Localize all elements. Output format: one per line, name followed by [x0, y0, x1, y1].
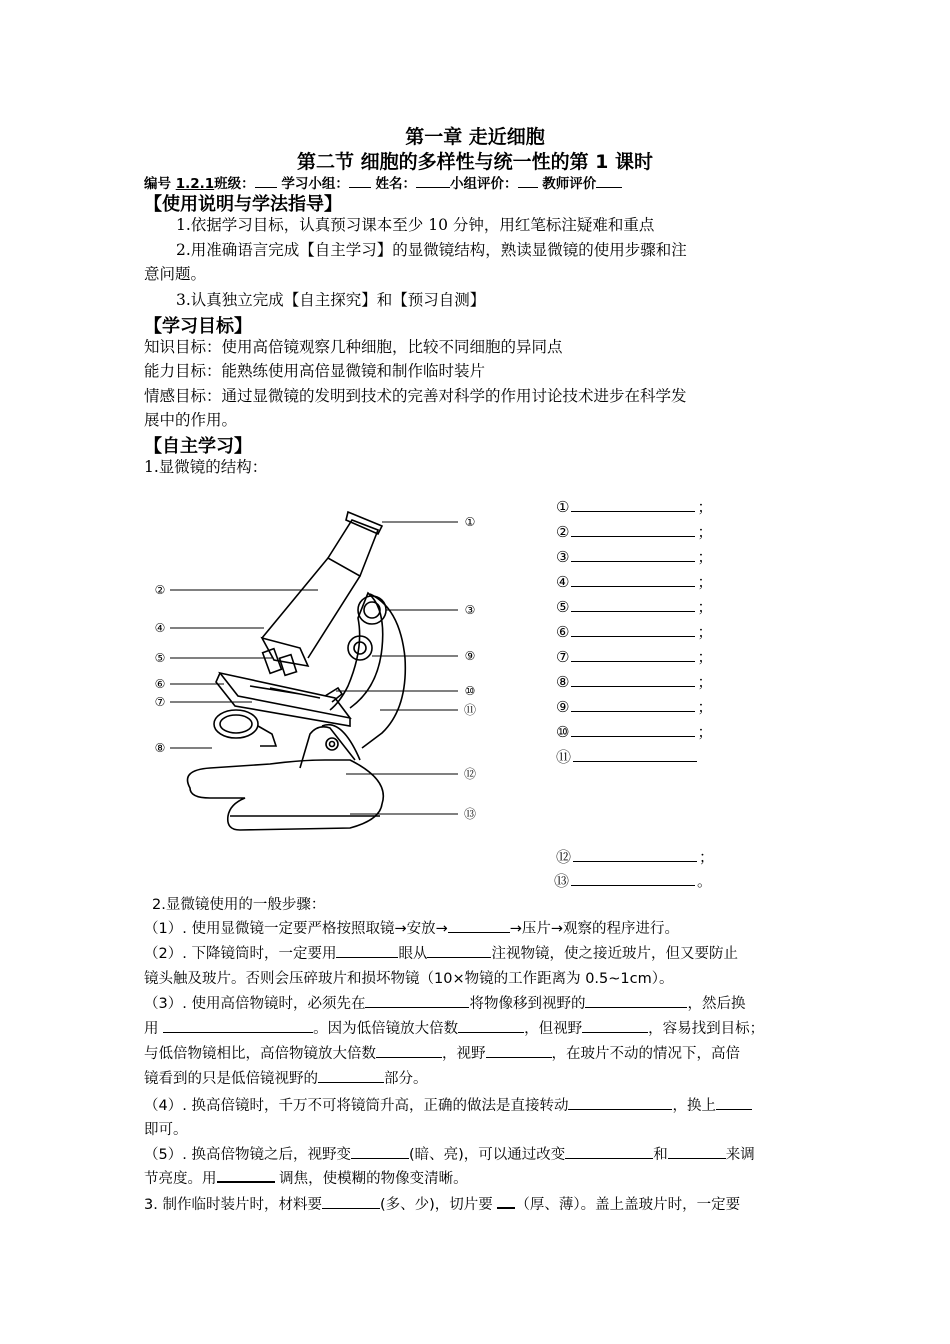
answer-row-11 [556, 746, 697, 767]
answer-num: ① [556, 498, 570, 516]
step-5-cont [144, 1167, 468, 1191]
code-prefix: 编号 [144, 176, 176, 192]
step-3-text-i: ，视野 [442, 1046, 486, 1062]
answer-row-10 [556, 721, 712, 742]
class-blank[interactable] [255, 173, 277, 188]
answer-blank[interactable] [571, 597, 695, 612]
usage-item-2: 2.用准确语言完成【自主学习】的显微镜结构，熟读显微镜的使用步骤和注 [176, 241, 687, 259]
diagram-label-8: ⑧ [154, 741, 166, 755]
answer-row-8 [556, 671, 712, 692]
goal-emotion-cont: 展中的作用。 [144, 411, 238, 429]
usage-item-1: 1.依据学习目标，认真预习课本至少 10 分钟，用红笔标注疑难和重点 [176, 216, 655, 234]
code-value: 1.2.1 [175, 176, 215, 192]
step-5-text-c: 和 [653, 1147, 668, 1163]
answer-row-6 [556, 621, 712, 642]
answer-num: ③ [556, 548, 570, 566]
step-1-text: （1）. 使用显微镜一定要严格按照取镜→安放→ [144, 921, 448, 937]
step-3-text-h: 与低倍物镜相比，高倍物镜放大倍数 [144, 1046, 376, 1062]
step-3-blank-e[interactable] [582, 1018, 648, 1033]
group-blank[interactable] [349, 173, 371, 188]
step-3-text: （3）. 使用高倍物镜时，必须先在 [144, 996, 366, 1012]
step-2-text-b: 眼从 [398, 946, 428, 962]
answer-blank[interactable] [571, 871, 695, 886]
step-4 [144, 1094, 752, 1118]
section-title: 第二节 细胞的多样性与统一性的第 1 课时 [296, 151, 654, 173]
step-5-blank-d[interactable] [217, 1167, 275, 1183]
answer-punct: ； [697, 573, 713, 591]
answer-num: ⑫ [556, 848, 572, 866]
step-3-blank-a[interactable] [365, 993, 469, 1008]
step-3-text-b: 将物像移到视野的 [469, 996, 586, 1012]
answer-num: ⑥ [556, 623, 570, 641]
goal-ability: 能力目标：能熟练使用高倍显微镜和制作临时装片 [144, 362, 486, 380]
question-2: 2.显微镜使用的一般步骤： [152, 897, 326, 913]
step-3-text-g: ，容易找到目标； [648, 1021, 765, 1037]
answer-punct: ； [697, 698, 713, 716]
goal-knowledge: 知识目标：使用高倍镜观察几种细胞，比较不同细胞的异同点 [144, 338, 563, 356]
diagram-label-6: ⑥ [154, 677, 166, 691]
answer-row-4 [556, 571, 712, 592]
usage-item-2-cont: 意问题。 [144, 265, 207, 283]
step-3-text-e: 。因为低倍镜放大倍数 [313, 1021, 459, 1037]
step-3-text-d: 用 [144, 1021, 159, 1037]
answer-blank[interactable] [573, 747, 697, 762]
step-5-blank-a[interactable] [351, 1144, 409, 1159]
answer-blank[interactable] [571, 522, 695, 537]
diagram-label-1: ① [464, 515, 476, 529]
step-2-text: （2）. 下降镜筒时，一定要用 [144, 946, 337, 962]
step-1-text-end: →压片→观察的程序进行。 [509, 921, 680, 937]
answer-blank[interactable] [571, 497, 695, 512]
question-3-blank-b[interactable] [497, 1193, 515, 1209]
step-5-text-b: (暗、亮)，可以通过改变 [408, 1147, 566, 1163]
teacher-eval-blank[interactable] [596, 173, 622, 188]
answer-row-9 [556, 696, 712, 717]
answer-punct: ； [697, 523, 713, 541]
step-2-blank-a[interactable] [336, 943, 398, 958]
step-3-blank-f[interactable] [376, 1043, 442, 1058]
diagram-label-3: ③ [464, 603, 476, 617]
answer-punct: ； [697, 498, 713, 516]
answer-num: ⑪ [556, 748, 572, 766]
student-info-line [144, 172, 622, 192]
answer-num: ⑩ [556, 723, 570, 741]
diagram-label-12: ⑫ [463, 767, 477, 781]
step-5-text-d: 来调 [725, 1147, 755, 1163]
step-3 [144, 992, 745, 1016]
answer-blank[interactable] [571, 647, 695, 662]
step-1-blank[interactable] [448, 918, 510, 933]
answer-punct: 。 [697, 872, 713, 890]
answer-num: ⑬ [554, 872, 570, 890]
step-5-text-f: 调焦，使模糊的物像变清晰。 [274, 1171, 468, 1187]
question-3 [144, 1193, 740, 1217]
question-3-text-c: （厚、薄）。盖上盖玻片时，一定要 [515, 1197, 741, 1213]
microscope-diagram [150, 498, 500, 838]
answer-blank[interactable] [571, 672, 695, 687]
class-label: 班级： [214, 176, 255, 192]
group-eval-blank[interactable] [518, 173, 538, 188]
answer-punct: ； [697, 673, 713, 691]
answer-punct: ； [697, 598, 713, 616]
step-3-text-f: ，但视野 [524, 1021, 583, 1037]
answer-row-7 [556, 646, 712, 667]
question-1: 1.显微镜的结构： [144, 458, 268, 476]
answer-blank[interactable] [571, 547, 695, 562]
answer-row-5 [556, 596, 712, 617]
answer-num: ⑦ [556, 648, 570, 666]
diagram-label-13: ⑬ [463, 807, 477, 821]
step-5-blank-c[interactable] [668, 1144, 726, 1159]
name-blank[interactable] [416, 173, 450, 188]
step-3-line-3 [144, 1042, 740, 1066]
step-5-text-e: 节亮度。用 [144, 1171, 217, 1187]
step-4-blank-a[interactable] [568, 1095, 672, 1110]
answer-blank[interactable] [571, 622, 695, 637]
goal-emotion: 情感目标：通过显微镜的发明到技术的完善对科学的作用讨论技术进步在科学发 [144, 387, 687, 405]
answer-punct: ； [697, 548, 713, 566]
answer-num: ⑤ [556, 598, 570, 616]
answer-num: ⑨ [556, 698, 570, 716]
step-3-text-k: 镜看到的只是低倍镜视野的 [144, 1071, 318, 1087]
step-1 [144, 917, 679, 941]
answer-punct: ； [697, 623, 713, 641]
step-3-line-4 [144, 1067, 428, 1091]
answer-num: ⑧ [556, 673, 570, 691]
step-5-blank-b[interactable] [565, 1144, 653, 1159]
step-4-blank-b[interactable] [716, 1095, 752, 1110]
question-3-text: 3. 制作临时装片时，材料要 [144, 1197, 322, 1213]
group-eval-label: 小组评价： [450, 176, 518, 192]
answer-blank[interactable] [573, 847, 697, 862]
answer-row-2 [556, 521, 712, 542]
chapter-title: 第一章 走近细胞 [405, 126, 545, 148]
usage-item-3: 3.认真独立完成【自主探究】和【预习自测】 [176, 291, 486, 309]
answer-row-13 [554, 870, 712, 891]
step-2 [144, 942, 738, 966]
step-3-blank-c[interactable] [163, 1018, 313, 1033]
diagram-label-2: ② [154, 583, 166, 597]
answer-punct: ； [699, 848, 715, 866]
step-3-blank-d[interactable] [458, 1018, 524, 1033]
step-4-cont: 即可。 [144, 1122, 188, 1138]
diagram-label-10: ⑩ [464, 684, 476, 698]
group-label: 学习小组： [276, 176, 349, 192]
answer-row-3 [556, 546, 712, 567]
step-2-cont: 镜头触及玻片。否则会压碎玻片和损坏物镜（10×物镜的工作距离为 0.5~1cm）。 [144, 971, 674, 987]
diagram-label-5: ⑤ [154, 651, 166, 665]
diagram-label-11: ⑪ [463, 703, 477, 717]
answer-blank[interactable] [571, 572, 695, 587]
step-3-blank-h[interactable] [318, 1068, 384, 1083]
step-3-text-j: ，在玻片不动的情况下，高倍 [551, 1046, 740, 1062]
answer-row-1 [556, 496, 712, 517]
step-2-blank-b[interactable] [427, 943, 491, 958]
step-4-text-b: ，换上 [672, 1098, 716, 1114]
step-3-blank-g[interactable] [486, 1043, 552, 1058]
step-3-text-l: 部分。 [384, 1071, 428, 1087]
answer-punct: ； [697, 648, 713, 666]
answer-num: ② [556, 523, 570, 541]
step-3-text-c: ，然后换 [687, 996, 746, 1012]
goals-heading: 【学习目标】 [144, 316, 252, 337]
question-3-blank-a[interactable] [322, 1194, 380, 1209]
question-3-text-b: (多、少)，切片要 [379, 1197, 498, 1213]
self-study-heading: 【自主学习】 [144, 436, 252, 457]
step-5 [144, 1143, 755, 1167]
step-2-text-c: 注视物镜，使之接近玻片，但又要防止 [491, 946, 738, 962]
teacher-eval-label: 教师评价 [537, 176, 597, 192]
answer-row-12 [556, 846, 714, 867]
answer-num: ④ [556, 573, 570, 591]
step-4-text: （4）. 换高倍镜时，千万不可将镜筒升高，正确的做法是直接转动 [144, 1098, 569, 1114]
step-5-text: （5）. 换高倍物镜之后，视野变 [144, 1147, 351, 1163]
diagram-label-9: ⑨ [464, 649, 476, 663]
step-3-line-2 [144, 1017, 764, 1041]
diagram-label-4: ④ [154, 621, 166, 635]
usage-heading: 【使用说明与学法指导】 [144, 194, 342, 215]
step-3-blank-b[interactable] [585, 993, 687, 1008]
answer-punct: ； [697, 723, 713, 741]
answer-blank[interactable] [571, 722, 695, 737]
diagram-label-7: ⑦ [154, 695, 166, 709]
name-label: 姓名： [370, 176, 417, 192]
answer-blank[interactable] [571, 697, 695, 712]
